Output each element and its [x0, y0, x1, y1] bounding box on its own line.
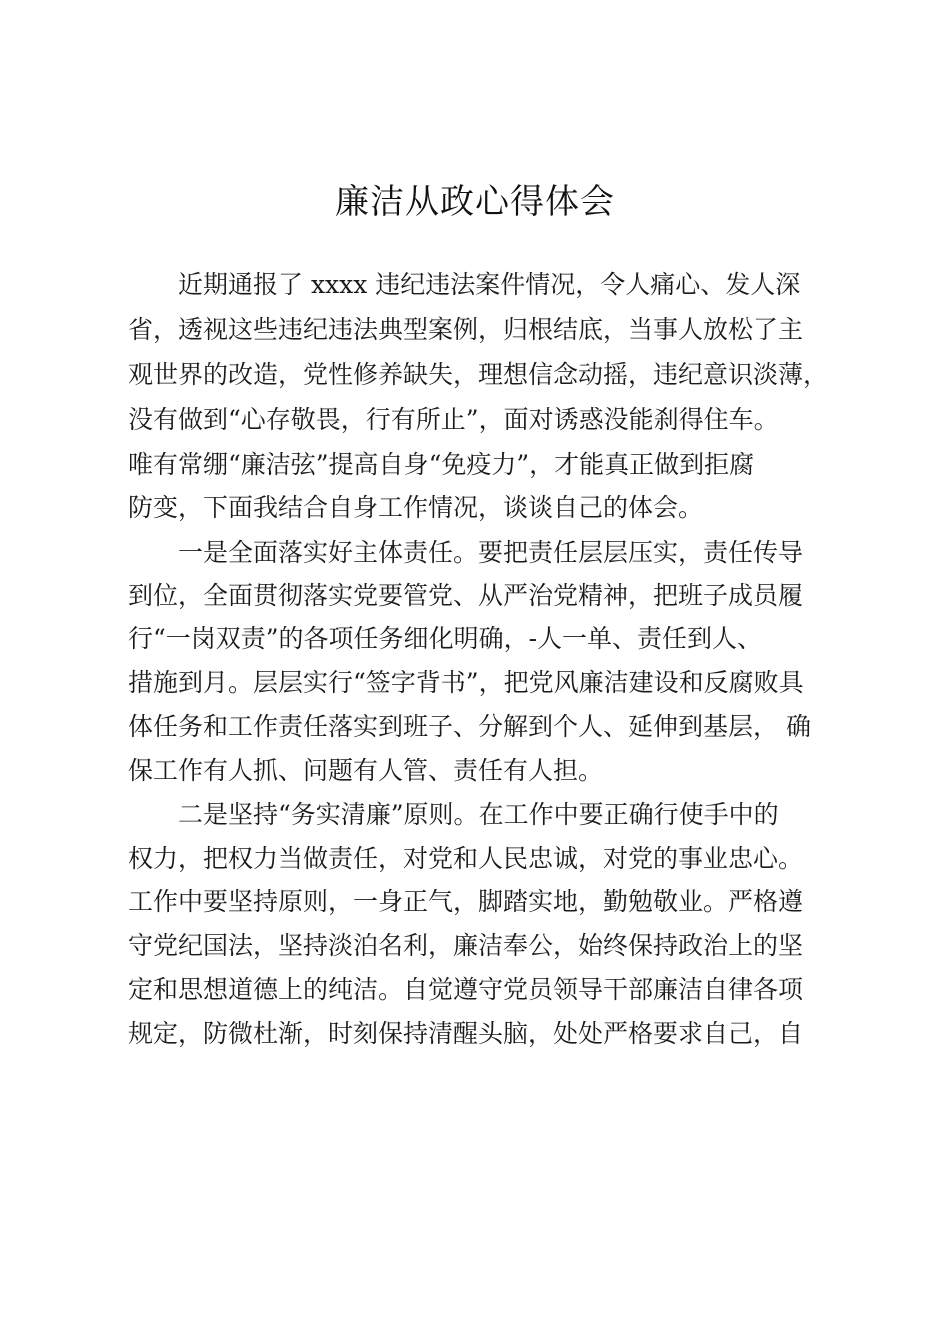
body-line: 权力，把权力当做责任，对党和人民忠诚，对党的事业忠心。 [128, 844, 804, 873]
body-line: 守党纪国法，坚持淡泊名利，廉洁奉公，始终保持政治上的坚 [128, 931, 804, 960]
body-line: 没有做到“心存敬畏，行有所止”，面对诱惑没能刹得住车。 [128, 405, 779, 434]
body-line: 一是全面落实好主体责任。要把责任层层压实，责任传导 [178, 538, 804, 567]
body-line: 体任务和工作责任落实到班子、分解到个人、延伸到基层， 确 [128, 712, 811, 741]
body-line: 唯有常绷“廉洁弦”提高自身“免疫力”，才能真正做到拒腐 [128, 450, 755, 479]
body-line: 观世界的改造，党性修养缺失，理想信念动摇，违纪意识淡薄， [128, 360, 829, 389]
body-line: 措施到月。层层实行“签字背书”，把党风廉洁建设和反腐败具 [128, 668, 804, 697]
body-line: 到位，全面贯彻落实党要管党、从严治党精神，把班子成员履 [128, 581, 804, 610]
body-line: 定和思想道德上的纯洁。自觉遵守党员领导干部廉洁自律各项 [128, 975, 804, 1004]
body-line: 保工作有人抓、问题有人管、责任有人担。 [128, 756, 604, 785]
body-line: 二是坚持“务实清廉”原则。在工作中要正确行使手中的 [178, 800, 779, 829]
document-title: 廉洁从政心得体会 [335, 182, 615, 222]
body-line: 行“一岗双责”的各项任务细化明确，-人一单、责任到人、 [128, 624, 763, 653]
body-line: 省，透视这些违纪违法典型案例，归根结底，当事人放松了主 [128, 315, 804, 344]
body-line: 工作中要坚持原则，一身正气，脚踏实地，勤勉敬业。严格遵 [128, 887, 804, 916]
body-line: 近期通报了 xxxx 违纪违法案件情况，令人痛心、发人深 [178, 270, 801, 299]
body-line: 规定，防微杜渐，时刻保持清醒头脑，处处严格要求自己，自 [128, 1019, 804, 1048]
body-line: 防变，下面我结合自身工作情况，谈谈自己的体会。 [128, 493, 704, 522]
